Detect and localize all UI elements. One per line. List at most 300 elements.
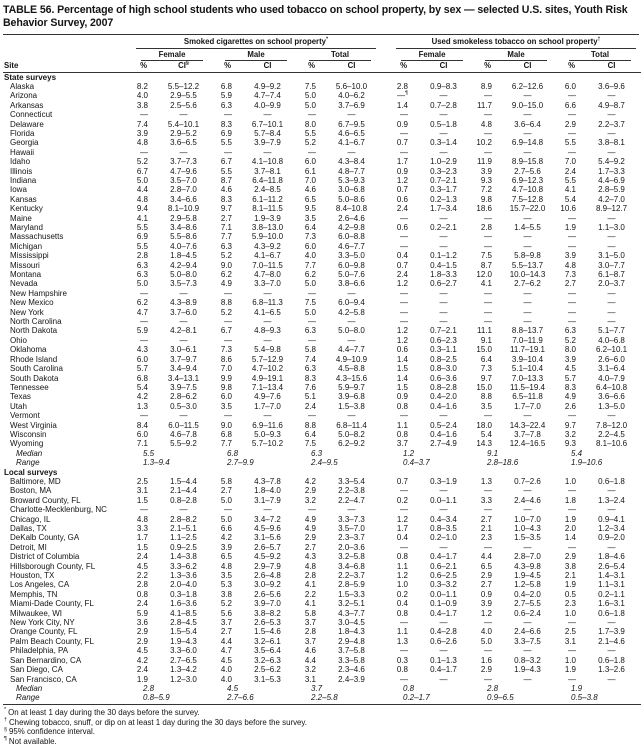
table-row: [3, 129, 641, 138]
summary-value: 2.8: [143, 683, 155, 693]
ci-cell: 3.0–6.8: [338, 185, 365, 195]
percent-cell: 8.9: [480, 81, 492, 91]
ci-cell: —: [523, 147, 532, 157]
table-row: [3, 336, 641, 345]
ci-cell: —: [439, 646, 448, 656]
ci-cell: 8.1–10.6: [595, 439, 628, 449]
percent-cell: 2.7: [220, 213, 232, 223]
ci-cell: —: [439, 288, 448, 298]
ci-cell: —: [439, 505, 448, 515]
ci-cell: 2.6–5.6: [254, 589, 281, 599]
percent-cell: —: [224, 411, 232, 421]
ci-column-header: CI: [321, 61, 382, 72]
percent-cell: 9.3: [480, 175, 492, 185]
ci-cell: 0.2–1.1: [598, 589, 625, 599]
percent-cell: 4.2: [136, 655, 148, 665]
table-row: [3, 251, 641, 260]
percent-cell: 9.4: [136, 204, 148, 214]
percent-cell: —: [484, 213, 492, 223]
ci-cell: 5.0–8.0: [338, 326, 365, 336]
ci-cell: 3.0–9.2: [254, 580, 281, 590]
percent-cell: 3.3: [480, 495, 492, 505]
column-gap: [382, 261, 390, 270]
percent-cell: 7.7: [220, 439, 232, 449]
ci-cell: 1.5–4.4: [170, 476, 197, 486]
ci-cell: 1.0–4.3: [514, 524, 541, 533]
percent-cell: —: [568, 542, 576, 552]
ci-cell: 4.6–7.7: [338, 241, 365, 251]
subheader-male: Male: [474, 49, 558, 62]
table-row: [3, 195, 641, 204]
percent-cell: 0.7: [396, 138, 408, 148]
column-gap: [382, 458, 390, 467]
percent-cell: —: [484, 618, 492, 628]
ci-cell: 4.5–8.8: [338, 364, 365, 374]
percent-cell: 6.7: [220, 326, 232, 336]
percent-cell: 3.8: [136, 100, 148, 110]
column-gap: [382, 637, 390, 646]
ci-cell: 2.5–6.2: [254, 665, 281, 675]
section-row: [3, 468, 641, 477]
ci-cell: 2.7–6.5: [170, 655, 197, 665]
ci-cell: 1.8–4.5: [170, 251, 197, 261]
site-cell: San Bernardino, CA: [10, 655, 82, 665]
percent-cell: 1.9: [136, 674, 148, 684]
column-gap: [382, 449, 390, 458]
percent-cell: 7.7: [304, 260, 316, 270]
percent-cell: 2.8: [396, 81, 408, 91]
ci-cell: 1.9–3.9: [254, 213, 281, 223]
column-gap: [382, 515, 390, 524]
summary-value: 6.8: [227, 448, 239, 458]
ci-cell: 4.5–9.2: [254, 552, 281, 562]
ci-cell: —: [607, 110, 616, 120]
ci-cell: 0.3–1.1: [430, 345, 457, 355]
ci-cell: —: [263, 110, 272, 120]
column-gap: [382, 675, 390, 684]
percent-cell: —: [484, 110, 492, 120]
percent-cell: 6.3: [220, 241, 232, 251]
ci-cell: 2.9–7.9: [254, 561, 281, 571]
ci-cell: —: [523, 317, 532, 327]
percent-cell: —: [140, 317, 148, 327]
site-cell: Charlotte-Mecklenburg, NC: [10, 505, 107, 515]
percent-cell: 1.1: [396, 627, 408, 637]
ci-cell: 3.3–6.0: [170, 646, 197, 656]
percent-cell: —: [484, 307, 492, 317]
percent-cell: —: [568, 91, 576, 101]
percent-cell: 1.8: [564, 495, 576, 505]
table-row: [3, 675, 641, 684]
ci-cell: 4.7–10.8: [511, 185, 544, 195]
percent-cell: 6.2: [136, 298, 148, 308]
ci-cell: 1.4–3.1: [598, 571, 625, 581]
ci-cell: 0.1–0.9: [430, 599, 457, 609]
subheader-female: Female: [130, 49, 214, 62]
table-row: [3, 533, 641, 542]
ci-cell: 1.7–3.9: [598, 627, 625, 637]
percent-cell: 0.8: [396, 401, 408, 411]
ci-cell: 0.2–2.1: [430, 223, 457, 232]
ci-cell: 15.7–22.0: [509, 204, 546, 214]
ci-cell: 6.0–11.5: [168, 420, 199, 430]
ci-cell: 2.6–6.0: [598, 354, 625, 364]
percent-cell: 7.0: [304, 175, 316, 185]
percent-cell: 2.4: [304, 401, 316, 411]
ci-cell: 1.8–3.3: [430, 270, 457, 280]
percent-cell: 0.8: [396, 665, 408, 675]
site-cell: Memphis, TN: [10, 589, 58, 599]
percent-cell: —: [484, 241, 492, 251]
ci-cell: 4.2–9.8: [338, 223, 365, 232]
ci-cell: 4.3–15.6: [335, 373, 368, 383]
table-row: [3, 609, 641, 618]
percent-cell: —: [484, 288, 492, 298]
summary-value: 0.9–6.5: [474, 693, 558, 704]
percent-cell: 2.9: [480, 571, 492, 581]
percent-cell: 1.5: [136, 495, 148, 505]
table-row: [3, 656, 641, 665]
percent-cell: 4.3: [136, 345, 148, 355]
ci-cell: 1.3–3.6: [170, 571, 197, 581]
column-gap: [382, 383, 390, 392]
percent-column-header: %: [390, 61, 413, 72]
site-cell: Arkansas: [10, 100, 44, 110]
percent-cell: —: [308, 505, 316, 515]
site-cell: Chicago, IL: [10, 514, 51, 524]
summary-label: Median: [16, 448, 43, 458]
column-gap: [382, 627, 390, 636]
percent-column-header: %: [130, 61, 153, 72]
ci-cell: —: [263, 335, 272, 345]
ci-cell: 0.4–3.4: [430, 514, 457, 524]
percent-cell: 2.8: [304, 627, 316, 637]
percent-cell: 2.4: [396, 204, 408, 214]
table-row: [3, 618, 641, 627]
ci-cell: 2.2–4.5: [598, 429, 625, 439]
table-row: [3, 637, 641, 646]
group-header-smokeless-label: Used smokeless tobacco on school property†: [396, 37, 636, 49]
ci-cell: 7.0–11.9: [512, 335, 543, 345]
ci-cell: —: [607, 241, 616, 251]
ci-cell: 2.7–5.6: [514, 166, 541, 176]
ci-cell: 2.4–4.6: [514, 495, 541, 505]
footnote-text: On at least 1 day during the 30 days before the survey.: [8, 707, 200, 717]
percent-cell: 4.8: [220, 561, 232, 571]
column-gap: [382, 609, 390, 618]
percent-cell: 0.9: [480, 589, 492, 599]
percent-cell: 9.9: [220, 373, 232, 383]
ci-cell: —: [607, 288, 616, 298]
ci-cell: 6.0–9.8: [338, 260, 365, 270]
column-gap: [382, 223, 390, 232]
ci-cell: 0.0–1.1: [430, 589, 457, 599]
percent-cell: —: [568, 213, 576, 223]
percent-cell: 10.6: [560, 204, 576, 214]
percent-cell: 9.0: [220, 260, 232, 270]
ci-cell: —: [439, 618, 448, 628]
percent-cell: 3.1: [136, 486, 148, 496]
site-cell: Broward County, FL: [10, 495, 81, 505]
percent-cell: —: [484, 674, 492, 684]
site-cell: Houston, TX: [10, 571, 55, 581]
ci-cell: 3.6–9.6: [598, 81, 625, 91]
ci-cell: 0.4–1.6: [430, 429, 457, 439]
percent-cell: 1.1: [396, 420, 408, 430]
ci-cell: 1.6–3.6: [170, 599, 197, 609]
footnote-marker: †: [4, 716, 7, 723]
percent-cell: 4.0: [480, 627, 492, 637]
percent-cell: 7.4: [136, 119, 148, 129]
ci-cell: 2.9–5.2: [170, 128, 197, 138]
table-row: [3, 505, 641, 514]
percent-cell: —: [484, 505, 492, 515]
ci-cell: 1.5–4.6: [254, 627, 281, 637]
column-gap: [382, 477, 390, 486]
ci-cell: 0.5–2.4: [430, 420, 457, 430]
ci-cell: 4.3–7.7: [338, 608, 365, 618]
site-cell: Massachusetts: [10, 232, 64, 242]
percent-cell: 2.5: [564, 627, 576, 637]
ci-cell: —: [179, 335, 188, 345]
ci-cell: 3.5–7.0: [170, 175, 197, 185]
ci-cell: 2.8–4.5: [170, 618, 197, 628]
ci-cell: —: [439, 91, 448, 101]
column-gap: [382, 61, 390, 72]
percent-cell: 4.8: [136, 138, 148, 148]
ci-cell: —: [179, 147, 188, 157]
ci-cell: 2.4–6.6: [514, 627, 541, 637]
ci-cell: 1.3–5.0: [598, 401, 625, 411]
percent-cell: 8.6: [220, 354, 232, 364]
column-gap: [382, 279, 390, 288]
table-row: [3, 364, 641, 373]
ci-cell: —: [607, 213, 616, 223]
ci-cell: 2.9–4.8: [338, 636, 365, 646]
percent-cell: —: [140, 147, 148, 157]
column-gap: [382, 110, 390, 119]
column-gap: [382, 317, 390, 326]
percent-cell: —: [568, 147, 576, 157]
percent-cell: 4.9: [564, 392, 576, 402]
percent-cell: 3.8: [220, 589, 232, 599]
ci-cell: 4.2–7.0: [598, 194, 625, 204]
subheader-total: Total: [298, 49, 382, 62]
percent-cell: —: [224, 288, 232, 298]
percent-cell: 5.6: [220, 608, 232, 618]
percent-cell: 15.0: [476, 382, 492, 392]
percent-cell: 6.7: [136, 166, 148, 176]
percent-cell: 2.4: [564, 166, 576, 176]
ci-cell: 2.0–4.0: [170, 580, 197, 590]
ci-cell: 3.3–5.8: [338, 655, 365, 665]
table-row: [3, 590, 641, 599]
percent-cell: —: [308, 335, 316, 345]
percent-cell: 1.0: [564, 655, 576, 665]
table-row: [3, 439, 641, 448]
ci-cell: 3.0–4.5: [338, 618, 365, 628]
sex-header-row: [3, 49, 641, 62]
percent-cell: —: [568, 128, 576, 138]
ci-cell: 4.2–9.4: [170, 260, 197, 270]
ci-cell: —: [523, 505, 532, 515]
group-header-row: [3, 36, 641, 49]
ci-cell: 11.7–19.1: [510, 345, 545, 355]
site-cell: North Dakota: [10, 326, 58, 336]
ci-cell: 5.8–9.8: [514, 251, 541, 261]
percent-cell: 5.4: [136, 382, 148, 392]
percent-cell: 2.3: [564, 599, 576, 609]
percent-cell: 2.7: [220, 486, 232, 496]
ci-cell: 0.0–1.1: [430, 495, 457, 505]
column-gap: [382, 580, 390, 589]
percent-cell: 3.8: [564, 561, 576, 571]
column-gap: [382, 543, 390, 552]
percent-cell: —: [140, 288, 148, 298]
percent-cell: 6.2: [304, 270, 316, 280]
ci-cell: 0.5–1.8: [430, 119, 457, 129]
site-cell: Hillsborough County, FL: [10, 561, 96, 571]
footnote-marker: *: [4, 707, 7, 714]
corner-cell: [3, 49, 130, 62]
column-gap: [382, 486, 390, 495]
ci-cell: 0.4–1.6: [430, 401, 457, 411]
ci-cell: —: [523, 91, 532, 101]
site-cell: Miami-Dade County, FL: [10, 599, 94, 609]
ci-cell: 4.0–9.9: [254, 100, 281, 110]
table-row: [3, 402, 641, 411]
percent-cell: —: [568, 307, 576, 317]
summary-label: Range: [3, 693, 130, 704]
site-cell: Philadelphia, PA: [10, 646, 69, 656]
ci-cell: 1.2–3.0: [170, 674, 197, 684]
table-row: [3, 562, 641, 571]
ci-cell: 6.9–12.3: [511, 175, 544, 185]
ci-cell: —: [347, 317, 356, 327]
percent-cell: 11.7: [477, 100, 492, 110]
ci-cell: 0.3–2.3: [430, 166, 457, 176]
percent-cell: 5.0: [220, 514, 232, 524]
ci-cell: 3.2–6.3: [254, 655, 281, 665]
column-gap: [382, 364, 390, 373]
percent-cell: —: [568, 232, 576, 242]
ci-cell: 3.8–8.2: [254, 608, 281, 618]
ci-cell: 0.4–1.5: [430, 260, 457, 270]
ci-cell: 6.0–8.8: [338, 232, 365, 242]
percent-cell: 5.4: [480, 429, 492, 439]
ci-cell: 7.0–11.5: [252, 260, 283, 270]
percent-cell: 14.3: [476, 439, 492, 449]
ci-cell: 1.8–4.0: [254, 486, 281, 496]
percent-cell: 5.9: [220, 91, 232, 101]
ci-cell: 6.8–11.3: [252, 298, 283, 308]
ci-cell: 1.6–3.1: [598, 599, 625, 609]
ci-cell: 2.1–5.1: [170, 524, 197, 533]
percent-cell: 0.9: [396, 119, 408, 129]
percent-cell: 4.4: [480, 552, 492, 562]
ci-cell: —: [439, 317, 448, 327]
percent-cell: 2.9: [480, 665, 492, 675]
section-header: Local surveys: [4, 467, 58, 477]
table-row: [3, 430, 641, 439]
percent-cell: —: [568, 317, 576, 327]
site-cell: South Carolina: [10, 364, 63, 374]
percent-cell: 4.7: [136, 307, 148, 317]
summary-value: 2.2–5.8: [298, 693, 382, 704]
table-row: [3, 345, 641, 354]
ci-cell: 0.7–2.8: [430, 100, 457, 110]
ci-cell: —: [523, 542, 532, 552]
percent-cell: 0.9: [396, 392, 408, 402]
percent-cell: 3.3: [136, 524, 148, 533]
percent-cell: —: [400, 646, 408, 656]
table-row: [3, 326, 641, 335]
ci-cell: 1.4–5.5: [514, 223, 541, 232]
percent-cell: 1.2: [396, 279, 408, 289]
column-gap: [382, 402, 390, 411]
percent-cell: 4.6: [220, 185, 232, 195]
ci-cell: 2.8–7.0: [514, 552, 541, 562]
percent-cell: 6.3: [220, 100, 232, 110]
percent-cell: 0.6: [396, 345, 408, 355]
site-cell: Mississippi: [10, 251, 49, 261]
percent-cell: 5.5: [220, 166, 232, 176]
ci-cell: 3.1–6.4: [598, 364, 625, 374]
percent-cell: —: [400, 486, 408, 496]
percent-cell: 5.0: [304, 307, 316, 317]
percent-cell: 4.8: [304, 561, 316, 571]
ci-cell: 1.9–4.3: [514, 665, 541, 675]
ci-cell: 0.8–2.8: [170, 495, 197, 505]
percent-cell: 3.9: [480, 166, 492, 176]
percent-cell: 0.6: [396, 223, 408, 232]
ci-cell: 9.0–15.0: [511, 100, 544, 110]
ci-cell: 3.3–7.5: [514, 636, 541, 646]
percent-cell: 5.8: [304, 608, 316, 618]
percent-cell: 1.7: [396, 524, 408, 533]
ci-cell: 5.4–9.2: [598, 157, 625, 167]
percent-cell: 5.7: [564, 373, 576, 383]
percent-cell: —: [568, 674, 576, 684]
percent-cell: 4.8: [136, 194, 148, 204]
column-gap: [382, 524, 390, 533]
summary-row: [3, 458, 641, 467]
percent-cell: 4.1: [564, 185, 576, 195]
site-cell: Dallas, TX: [10, 524, 47, 533]
percent-cell: —: [568, 241, 576, 251]
ci-cell: 0.6–1.8: [598, 476, 625, 486]
percent-cell: 6.4: [480, 354, 492, 364]
site-cell: Orange County, FL: [10, 627, 78, 637]
percent-cell: 3.1: [304, 674, 316, 684]
percent-cell: 2.4: [136, 665, 148, 675]
percent-cell: 0.4: [396, 251, 408, 261]
percent-cell: 2.7: [304, 542, 316, 552]
percent-cell: —: [140, 110, 148, 120]
percent-cell: —: [484, 317, 492, 327]
table-row: [3, 214, 641, 223]
ci-cell: 3.6–6.5: [170, 138, 197, 148]
ci-cell: 3.4–7.2: [254, 514, 281, 524]
percent-cell: 9.7: [564, 420, 576, 430]
ci-cell: 0.6–2.7: [430, 279, 457, 289]
percent-cell: 2.2: [136, 571, 148, 581]
site-cell: Oklahoma: [10, 345, 47, 355]
ci-cell: 5.7–10.2: [251, 439, 284, 449]
ci-cell: —: [607, 505, 616, 515]
ci-cell: —: [179, 411, 188, 421]
ci-cell: 3.7–5.8: [338, 646, 365, 656]
